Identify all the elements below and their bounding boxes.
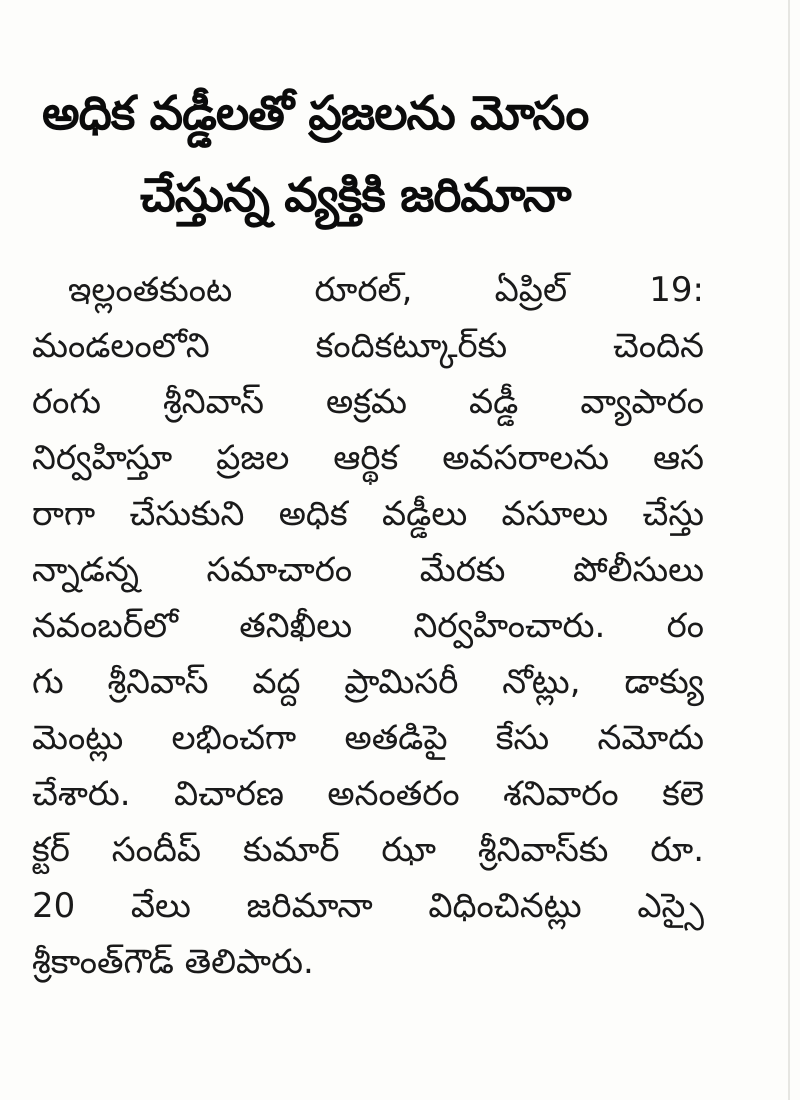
body-line-5: రాగా చేసుకుని అధిక వడ్డీలు వసూలు చేస్తు xyxy=(32,494,704,534)
body-line-3: రంగు శ్రీనివాస్ అక్రమ వడ్డీ వ్యాపారం xyxy=(32,382,704,422)
body-line-12: 20 వేలు జరిమానా విధించినట్లు ఎస్సై xyxy=(32,886,704,926)
article-headline xyxy=(0,73,800,237)
headline-line-1: అధిక వడ్డీలతో ప్రజలను మోసం xyxy=(42,86,589,142)
body-line-7: నవంబర్‌లో తనిఖీలు నిర్వహించారు. రం xyxy=(32,606,704,646)
body-line-10: చేశారు. విచారణ అనంతరం శనివారం కలె xyxy=(32,774,704,814)
body-line-2: మండలంలోని కందికట్కూర్‌కు చెందిన xyxy=(32,326,704,366)
body-line-1: ఇల్లంతకుంట రూరల్, ఏప్రిల్ 19: xyxy=(68,270,704,310)
cutoff-previous-line xyxy=(38,0,478,14)
headline-line-2: చేస్తున్న వ్యక్తికి జరిమానా xyxy=(140,168,571,224)
body-line-11: క్టర్ సందీప్ కుమార్ ఝా శ్రీనివాస్‌కు రూ. xyxy=(32,830,704,870)
body-line-6: న్నాడన్న సమాచారం మేరకు పోలీసులు xyxy=(32,550,704,590)
body-line-8: గు శ్రీనివాస్ వద్ద ప్రామిసరీ నోట్లు, డాక్యు xyxy=(32,662,704,702)
article-body xyxy=(32,262,704,990)
body-line-4: నిర్వహిస్తూ ప్రజల ఆర్థిక అవసరాలను ఆస xyxy=(32,438,704,478)
body-line-9: మెంట్లు లభించగా అతడిపై కేసు నమోదు xyxy=(32,718,704,758)
body-line-13: శ్రీకాంత్‌గౌడ్ తెలిపారు. xyxy=(32,942,314,982)
right-edge-divider xyxy=(788,0,790,1100)
